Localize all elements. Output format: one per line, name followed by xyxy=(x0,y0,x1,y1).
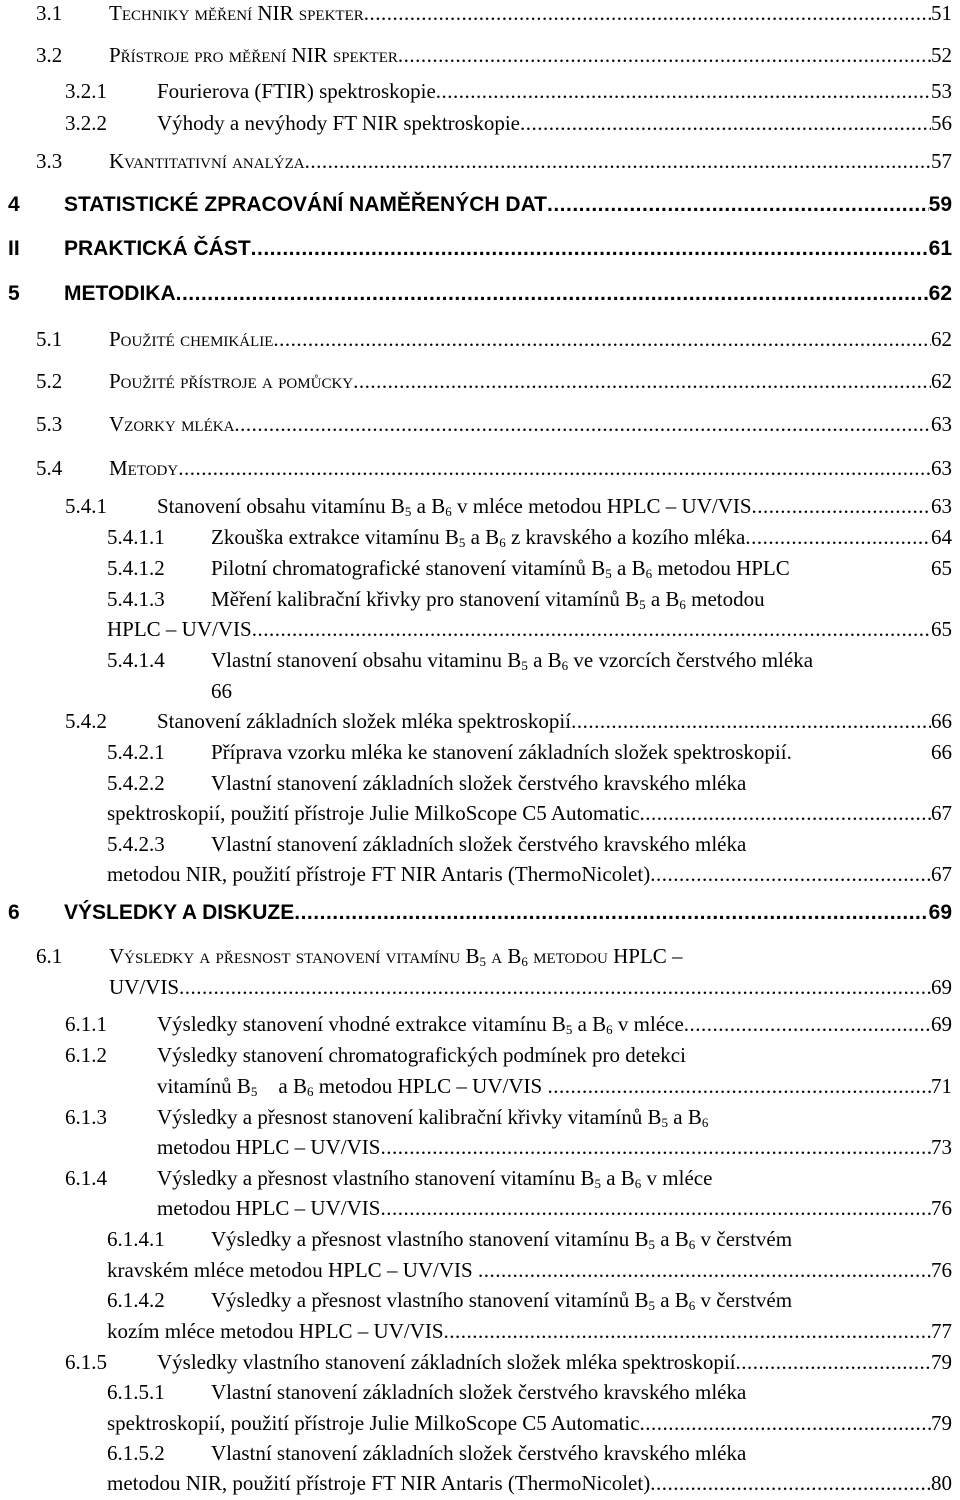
leader-dots xyxy=(752,491,931,521)
toc-number: 6.1.5 xyxy=(65,1350,107,1374)
toc-page-number: 62 xyxy=(931,369,952,393)
toc-entry xyxy=(107,1438,952,1468)
toc-title: Výsledky stanovení vhodné extrakce vitamínu $B_5$ a $B_6$ v mléce xyxy=(157,1012,684,1037)
leader-dots xyxy=(650,1468,931,1498)
toc-page-number: 67 xyxy=(931,862,952,886)
toc-entry xyxy=(8,279,952,309)
toc-page-number: 52 xyxy=(931,43,952,67)
toc-title: Použité přístroje a pomůcky xyxy=(109,369,354,393)
toc-title-continuation: HPLC – UV/VIS xyxy=(107,617,252,641)
toc-entry xyxy=(65,1163,952,1193)
toc-entry xyxy=(36,146,952,176)
leader-dots xyxy=(252,614,931,644)
leader-dots xyxy=(436,76,931,106)
toc-entry xyxy=(8,898,952,928)
toc-number: 6.1.4 xyxy=(65,1166,107,1190)
toc-page-number: 51 xyxy=(931,1,952,25)
toc-title: Pilotní chromatografické stanovení vitamínů $B_5$ a $B_6$ metodou HPLC xyxy=(211,556,790,581)
toc-title: Fourierova (FTIR) spektroskopie xyxy=(157,79,436,103)
toc-entry-continuation xyxy=(107,798,952,828)
leader-dots xyxy=(745,522,931,552)
toc-entry xyxy=(107,1377,952,1407)
toc-number: 6 xyxy=(8,901,20,924)
toc-title: Vzorky mléka xyxy=(109,412,235,436)
leader-dots xyxy=(305,146,931,176)
toc-page-number: 61 xyxy=(928,237,952,260)
toc-entry xyxy=(65,1102,952,1132)
toc-number: 5.4.1 xyxy=(65,494,107,518)
toc-entry-continuation xyxy=(107,1316,952,1346)
toc-entry xyxy=(36,0,952,28)
toc-title: Metody xyxy=(109,456,179,480)
toc-entry xyxy=(8,190,952,220)
toc-page-number: 76 xyxy=(931,1196,952,1220)
toc-title: Výsledky a přesnost stanovení kalibrační křivky vitamínů $B_5$ a $B_6$ xyxy=(157,1105,709,1130)
toc-page-number: 71 xyxy=(931,1074,952,1098)
toc-page-number: 53 xyxy=(931,79,952,103)
toc-entry xyxy=(65,76,952,106)
toc-title: Vlastní stanovení základních složek čerstvého kravského mléka xyxy=(211,771,747,795)
toc-entry-continuation xyxy=(107,1468,952,1498)
toc-number: 3.2.2 xyxy=(65,111,107,135)
leader-dots xyxy=(478,1255,931,1285)
toc-number: 5.4.2.2 xyxy=(107,771,165,795)
toc-page-number: 59 xyxy=(928,193,952,216)
leader-dots xyxy=(650,859,931,889)
toc-entry xyxy=(107,737,952,767)
toc-title: Vlastní stanovení základních složek čerstvého kravského mléka xyxy=(211,832,747,856)
toc-title-continuation: metodou NIR, použití přístroje FT NIR Antaris (ThermoNicolet) xyxy=(107,1471,651,1495)
toc-title-continuation: vitamínů $B_5$ a $B_6$ metodou HPLC – UV/VIS xyxy=(157,1074,548,1099)
toc-page-number: 66 xyxy=(931,740,952,764)
toc-entry xyxy=(65,1040,952,1070)
toc-page-number: 79 xyxy=(931,1350,952,1374)
toc-entry-continuation xyxy=(107,614,952,644)
toc-number: 3.2.1 xyxy=(65,79,107,103)
toc-title: Kvantitativní analýza xyxy=(109,149,305,173)
leader-dots xyxy=(640,798,931,828)
toc-page-number: 73 xyxy=(931,1135,952,1159)
toc-page-number: 80 xyxy=(931,1471,952,1495)
leader-dots xyxy=(736,1347,931,1377)
toc-page-number: 63 xyxy=(931,412,952,436)
toc-entry xyxy=(36,409,952,439)
toc-number: 6.1.5.1 xyxy=(107,1380,165,1404)
toc-number: 5.4.2.3 xyxy=(107,832,165,856)
toc-number: 6.1 xyxy=(36,944,63,968)
toc-page-number: 79 xyxy=(931,1411,952,1435)
toc-entry xyxy=(36,941,952,971)
toc-number: 3.1 xyxy=(36,1,63,25)
leader-dots xyxy=(364,0,931,28)
leader-dots xyxy=(571,706,931,736)
toc-entry xyxy=(107,584,952,614)
toc-title: Výsledky a přesnost stanovení vitamínu $B_5$ a $B_6$ metodou HPLC – xyxy=(109,944,683,969)
toc-title-continuation: spektroskopií, použití přístroje Julie MilkoScope C5 Automatic xyxy=(107,1411,640,1435)
toc-title-continuation: UV/VIS xyxy=(109,975,180,999)
toc-title: Přístroje pro měření NIR spekter xyxy=(109,43,398,67)
leader-dots xyxy=(380,1193,931,1223)
toc-entry-continuation xyxy=(157,1132,952,1162)
toc-title-continuation: metodou HPLC – UV/VIS xyxy=(157,1135,381,1159)
toc-page-number: 62 xyxy=(931,327,952,351)
toc-entry xyxy=(8,234,952,264)
leader-dots xyxy=(234,409,931,439)
toc-title: Výsledky stanovení chromatografických podmínek pro detekci xyxy=(157,1043,686,1067)
toc-title: Stanovení základních složek mléka spektroskopií xyxy=(157,709,572,733)
toc-entry xyxy=(107,829,952,859)
toc-title: Vlastní stanovení základních složek čerstvého kravského mléka xyxy=(211,1441,747,1465)
toc-title-continuation: kozím mléce metodou HPLC – UV/VIS xyxy=(107,1319,444,1343)
toc-number: 5.1 xyxy=(36,327,63,351)
leader-dots xyxy=(684,1009,931,1039)
toc-entry xyxy=(36,366,952,396)
toc-number: 6.1.4.1 xyxy=(107,1227,165,1251)
toc-entry-continuation xyxy=(109,972,952,1002)
leader-dots xyxy=(547,1071,931,1101)
toc-number: 5.4.2.1 xyxy=(107,740,165,764)
toc-title: Výsledky a přesnost vlastního stanovení vitamínu $B_5$ a $B_6$ v mléce xyxy=(157,1166,713,1191)
toc-number: 5.4.2 xyxy=(65,709,107,733)
toc-entry-continuation xyxy=(107,1255,952,1285)
leader-dots xyxy=(176,279,929,309)
toc-entry xyxy=(36,324,952,354)
leader-dots xyxy=(444,1316,931,1346)
toc-number: 5.4 xyxy=(36,456,63,480)
toc-entry xyxy=(107,522,952,552)
toc-title: Vlastní stanovení základních složek čerstvého kravského mléka xyxy=(211,1380,747,1404)
toc-number: 6.1.3 xyxy=(65,1105,107,1129)
toc-entry xyxy=(107,768,952,798)
toc-title: Vlastní stanovení obsahu vitaminu $B_5$ a $B_6$ ve vzorcích čerstvého mléka xyxy=(211,648,814,673)
toc-page-number: 62 xyxy=(928,282,952,305)
toc-number: 5.4.1.4 xyxy=(107,648,165,672)
toc-title: METODIKA xyxy=(64,282,176,305)
toc-entry xyxy=(107,1224,952,1254)
toc-entry xyxy=(36,453,952,483)
toc-number: 6.1.4.2 xyxy=(107,1288,165,1312)
toc-entry xyxy=(107,553,952,583)
leader-dots xyxy=(178,453,931,483)
toc-entry-continuation xyxy=(157,1193,952,1223)
toc-entry xyxy=(65,1009,952,1039)
toc-entry-continuation xyxy=(157,1071,952,1101)
toc-number: 3.3 xyxy=(36,149,63,173)
leader-dots xyxy=(251,234,929,264)
toc-entry xyxy=(65,1347,952,1377)
leader-dots xyxy=(520,108,931,138)
toc-number: 5.4.1.1 xyxy=(107,525,165,549)
toc-title: Měření kalibrační křivky pro stanovení vitamínů $B_5$ a $B_6$ metodou xyxy=(211,587,765,612)
toc-entry xyxy=(107,1285,952,1315)
toc-title-continuation: metodou NIR, použití přístroje FT NIR Antaris (ThermoNicolet) xyxy=(107,862,651,886)
leader-dots xyxy=(353,366,931,396)
toc-title: Výsledky vlastního stanovení základních složek mléka spektroskopií xyxy=(157,1350,736,1374)
toc-entry xyxy=(107,645,952,675)
toc-number: 5.2 xyxy=(36,369,63,393)
toc-title: PRAKTICKÁ ČÁST xyxy=(64,237,251,260)
leader-dots xyxy=(380,1132,931,1162)
toc-entry xyxy=(65,491,952,521)
leader-dots xyxy=(398,40,931,70)
toc-number: 4 xyxy=(8,193,20,216)
toc-page-number: 69 xyxy=(931,975,952,999)
leader-dots xyxy=(547,190,929,220)
toc-title: Stanovení obsahu vitamínu $B_5$ a $B_6$ v mléce metodou HPLC – UV/VIS xyxy=(157,494,752,519)
toc-entry xyxy=(36,40,952,70)
toc-number: 6.1.2 xyxy=(65,1043,107,1067)
toc-number: 6.1.1 xyxy=(65,1012,107,1036)
toc-page-number: 76 xyxy=(931,1258,952,1282)
toc-entry-continuation xyxy=(107,1408,952,1438)
leader-dots xyxy=(179,972,931,1002)
toc-page-number: 63 xyxy=(931,494,952,518)
toc-title: Použité chemikálie xyxy=(109,327,274,351)
toc-page-number: 67 xyxy=(931,801,952,825)
leader-dots xyxy=(640,1408,931,1438)
toc-title: Výhody a nevýhody FT NIR spektroskopie xyxy=(157,111,520,135)
toc-title: Techniky měření NIR spekter xyxy=(109,1,364,25)
toc-page-number: 65 xyxy=(931,556,952,580)
toc-title-continuation: metodou HPLC – UV/VIS xyxy=(157,1196,381,1220)
toc-title: Výsledky a přesnost vlastního stanovení vitamínu $B_5$ a $B_6$ v čerstvém xyxy=(211,1227,793,1252)
toc-page-number: 64 xyxy=(931,525,952,549)
toc-number: II xyxy=(8,237,20,260)
toc-title: Příprava vzorku mléka ke stanovení základních složek spektroskopií. xyxy=(211,740,792,764)
toc-page-number: 65 xyxy=(931,617,952,641)
toc-number: 6.1.5.2 xyxy=(107,1441,165,1465)
toc-entry-continuation xyxy=(107,859,952,889)
toc-number: 5 xyxy=(8,282,20,305)
toc-entry-continuation xyxy=(211,676,232,706)
toc-title: Výsledky a přesnost vlastního stanovení vitamínů $B_5$ a $B_6$ v čerstvém xyxy=(211,1288,793,1313)
toc-page-number: 57 xyxy=(931,149,952,173)
toc-number: 5.3 xyxy=(36,412,63,436)
leader-dots xyxy=(273,324,931,354)
toc-page-number: 77 xyxy=(931,1319,952,1343)
toc-page-number: 56 xyxy=(931,111,952,135)
toc-title: Zkouška extrakce vitamínu $B_5$ a $B_6$ z kravského a kozího mléka xyxy=(211,525,746,550)
toc-number: 3.2 xyxy=(36,43,63,67)
toc-page-number: 69 xyxy=(931,1012,952,1036)
toc-number: 5.4.1.3 xyxy=(107,587,165,611)
toc-title: VÝSLEDKY A DISKUZE xyxy=(64,901,295,924)
toc-page-number: 66 xyxy=(211,679,232,703)
toc-page-number: 63 xyxy=(931,456,952,480)
toc-entry xyxy=(65,108,952,138)
toc-number: 5.4.1.2 xyxy=(107,556,165,580)
toc-page-number: 69 xyxy=(928,901,952,924)
toc-title-continuation: kravském mléce metodou HPLC – UV/VIS xyxy=(107,1258,478,1282)
toc-title: STATISTICKÉ ZPRACOVÁNÍ NAMĚŘENÝCH DAT xyxy=(64,193,547,216)
toc-title-continuation: spektroskopií, použití přístroje Julie MilkoScope C5 Automatic xyxy=(107,801,640,825)
leader-dots xyxy=(294,898,928,928)
toc-entry xyxy=(65,706,952,736)
toc-page-number: 66 xyxy=(931,709,952,733)
